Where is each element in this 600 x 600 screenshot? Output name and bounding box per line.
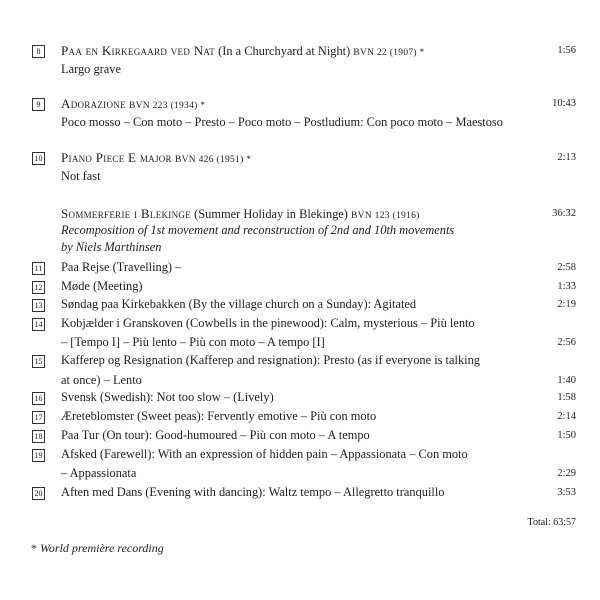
- track-number: 13: [32, 299, 45, 312]
- track-translation: (In a Churchyard at Night): [218, 44, 351, 58]
- track-number: 8: [32, 45, 45, 58]
- track-duration: 3:53: [557, 487, 576, 498]
- track-number: 15: [32, 355, 45, 368]
- movement-line: [61, 426, 576, 445]
- track-title-line: [61, 148, 576, 167]
- movement-title: Paa Tur (On tour): Good-humoured – Più con moto – A tempo: [61, 428, 370, 442]
- track-number: 10: [32, 152, 45, 165]
- track-tempo: Not fast: [61, 169, 101, 183]
- movement-line: [61, 258, 576, 277]
- track-title: Piano Piece E major: [61, 150, 172, 165]
- movement-line: Kobjælder i Granskoven (Cowbells in the pinewood): Calm, mysterious – Più lento: [61, 316, 475, 330]
- movement-line: [61, 388, 576, 407]
- track-duration: 2:29: [557, 468, 576, 479]
- movement-title: at once) – Lento: [61, 373, 142, 387]
- track-number: 11: [32, 262, 45, 275]
- track-tempo: Largo grave: [61, 62, 121, 76]
- track-number: 14: [32, 318, 45, 331]
- track-duration: 1:50: [557, 430, 576, 441]
- track-tempo: Poco mosso – Con moto – Presto – Poco moto – Postludium: Con poco moto – Maestoso: [61, 115, 503, 129]
- movement-line: [61, 483, 576, 502]
- track-catalogue: BVN 223 (1934) *: [129, 101, 206, 111]
- suite-duration: 36:32: [552, 208, 576, 219]
- suite-catalogue: BVN 123 (1916): [351, 211, 420, 221]
- track-number: 19: [32, 449, 45, 462]
- track-duration: 2:19: [557, 299, 576, 310]
- movement-title: – [Tempo I] – Più lento – Più con moto – A tempo [I]: [61, 335, 325, 349]
- total-duration: Total: 63:57: [527, 517, 576, 528]
- movement-line: Afsked (Farewell): With an expression of hidden pain – Appassionata – Con moto: [61, 447, 468, 461]
- track-duration: 1:33: [557, 281, 576, 292]
- movement-title: Æreteblomster (Sweet peas): Fervently emotive – Più con moto: [61, 409, 377, 423]
- suite-note: by Niels Marthinsen: [61, 240, 162, 254]
- track-catalogue: BVN 426 (1951) *: [174, 155, 252, 165]
- track-title-line: [61, 94, 576, 113]
- movement-line: [61, 333, 576, 352]
- movement-title: Møde (Meeting): [61, 279, 143, 293]
- track-number: 18: [32, 430, 45, 443]
- movement-title: – Appassionata: [61, 466, 137, 480]
- track-duration: 2:58: [557, 262, 576, 273]
- suite-title: Sommerferie i Blekinge: [61, 206, 191, 221]
- track-duration: 2:14: [557, 411, 576, 422]
- track-catalogue: BVN 22 (1907) *: [353, 48, 425, 58]
- movement-line: Kafferep og Resignation (Kafferep and resignation): Presto (as if everyone is talking: [61, 353, 480, 367]
- track-duration: 2:13: [557, 152, 576, 163]
- track-title-line: [61, 41, 576, 60]
- movement-line: [61, 407, 576, 426]
- track-duration: 1:58: [557, 392, 576, 403]
- footnote: [31, 541, 164, 556]
- movement-line: [61, 464, 576, 483]
- movement-title: Aften med Dans (Evening with dancing): Waltz tempo – Allegretto tranquillo: [61, 485, 445, 499]
- suite-note: Recomposition of 1st movement and reconstruction of 2nd and 10th movements: [61, 223, 455, 237]
- track-number: 17: [32, 411, 45, 424]
- track-title: Paa en Kirkegaard ved Nat: [61, 43, 215, 58]
- footnote-marker: *: [31, 541, 37, 555]
- movement-line: [61, 277, 576, 296]
- movement-title: Svensk (Swedish): Not too slow – (Lively): [61, 390, 274, 404]
- track-title: Adorazione: [61, 96, 126, 111]
- footnote-text: World première recording: [40, 541, 164, 555]
- movement-title: Søndag paa Kirkebakken (By the village church on a Sunday): Agitated: [61, 297, 417, 311]
- movement-line: [61, 295, 576, 314]
- suite-translation: (Summer Holiday in Blekinge): [194, 207, 348, 221]
- track-duration: 2:56: [557, 337, 576, 348]
- movement-title: Paa Rejse (Travelling) –: [61, 260, 182, 274]
- track-number: 12: [32, 281, 45, 294]
- track-number: 9: [32, 98, 45, 111]
- track-duration: 1:40: [557, 375, 576, 386]
- track-number: 20: [32, 487, 45, 500]
- track-duration: 1:56: [557, 45, 576, 56]
- track-number: 16: [32, 392, 45, 405]
- track-duration: 10:43: [552, 98, 576, 109]
